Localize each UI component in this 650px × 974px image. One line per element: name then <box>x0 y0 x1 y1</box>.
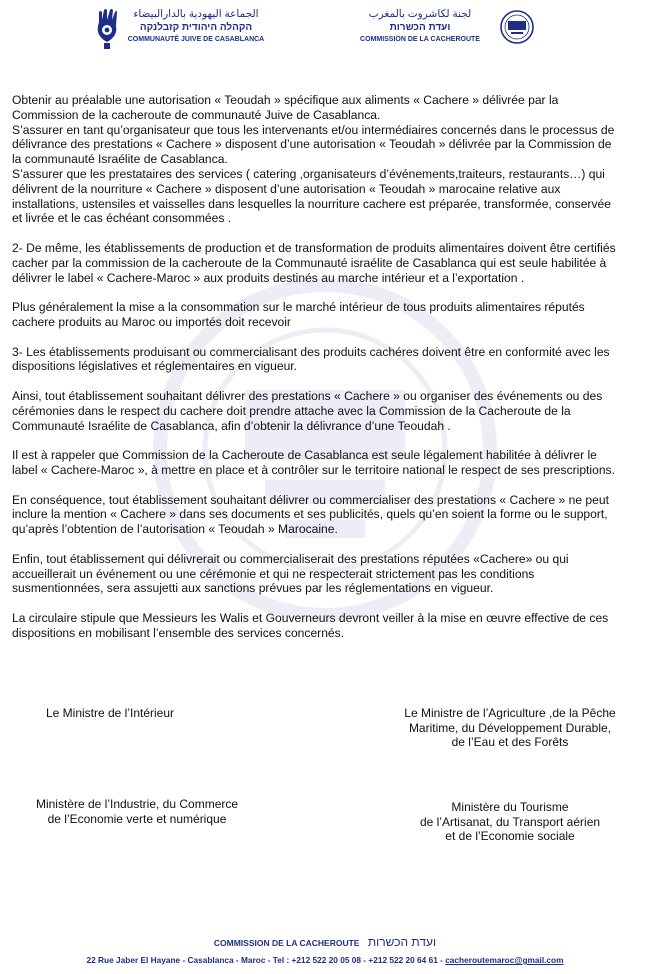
kosher-seal-icon <box>500 10 534 44</box>
paragraph-ainsi: Ainsi, tout établissement souhaitant délivrer des prestations « Cachere » ou organiser des événements ou des cérémonies dans le respect du cachere doit prendre attache avec la Commission de la Cacheroute de la Communauté Israélite de Casablanca, afin d’obtenir la délivrance d’une Teoudah . <box>12 388 603 433</box>
header-right-hebrew: ועדת הכשרות <box>389 22 451 33</box>
signature-industry: Ministère de l’Industrie, du Commerce de l’Economie verte et numérique <box>35 797 239 826</box>
footer-address <box>0 955 650 965</box>
paragraph-circulaire: La circulaire stipule que Messieurs les Walis et Gouverneurs devront veiller à la mise en œuvre effective de ces dispositions en mobilisant l’ensemble des services concernés. <box>12 610 609 640</box>
footer-address-text: 22 Rue Jaber El Hayane - Casablanca - Maroc - Tel : +212 522 20 05 08 - +212 522 20 64 61 - <box>86 955 446 965</box>
paragraph-rappel: Il est à rappeler que Commission de la Cacheroute de Casablanca est seule légalement habilitée à délivrer le label « Cachere-Maroc », à mettre en place et à contrôler sur le territoire national le respect de ses prescriptions. <box>12 448 615 477</box>
paragraph-2-certification: 2- De même, les établissements de production et de transformation de produits alimentaires doivent être certifiés cacher par la commission de la cacheroute de la Communauté israélite de Casablanca qui est seule habilitée à délivrer le label « Cachere-Maroc » aux produits destinés au marche intérieur et a l’exportation . <box>12 240 616 285</box>
footer-commission <box>0 935 650 949</box>
header-right-commission <box>345 8 495 46</box>
footer-email-link[interactable]: cacheroutemaroc@gmail.com <box>445 955 564 965</box>
header-left-arabic: الجماعة اليهودية بالدارالبيضاء <box>133 8 259 20</box>
paragraph-requirements: Obtenir au préalable une autorisation « Teoudah » spécifique aux aliments « Cachere » délivrée par la Commission de la cacheroute de communauté Juive de Casablanca. S’assurer en tant qu’organisateur que tous les intervenants et/ou intermédiaires concernés dans le processus de délivrance des prestations « Cachere » disposent d’une autorisation « Teoudah » délivrée par la Commission de la communauté Israélite de Casablanca. S’assurer que les prestataires des services ( catering ,organisateurs d’événements,traiteurs, restaurants…) qui délivrent de la nourriture « Cachere » disposent d’une autorisation « Teoudah » marocaine relative aux installations, ustensiles et vaisselles dans lesquelles la nourriture cachere est préparée, transformée, conservée et livrée et le cas échéant consommées . <box>12 93 615 226</box>
signature-tourism: Ministère du Tourisme de l’Artisanat, du Transport aérien et de l’Economie sociale <box>419 800 601 844</box>
header-right-arabic: لجنة لكاشروت بالمغرب <box>368 8 472 20</box>
paragraph-general: Plus généralement la mise a la consommation sur le marché intérieur de tous produits alimentaires réputés cachere produits au Maroc ou importés doit recevoir <box>12 300 585 329</box>
header-left-community <box>96 8 296 46</box>
header-left-hebrew: הקהלה היהודית קזבלנקה <box>139 22 253 33</box>
header-right-french: COMMISSION DE LA CACHEROUTE <box>360 36 480 43</box>
paragraph-3-compliance: 3- Les établissements produisant ou commercialisant des produits cachéres doivent être en conformité avec les dispositions législatives et réglementaires en vigueur. <box>12 344 610 374</box>
paragraph-consequence: En conséquence, tout établissement souhaitant délivrer ou commercialiser des prestations « Cachere » ne peut inclure la mention « Cachere » dans ses documents et ses publicités, quels qu’en soient la forme ou le support, qu’après l’obtention de l’autorisation « Teoudah » Marocaine. <box>12 492 609 537</box>
signature-interior: Le Ministre de l’Intérieur <box>45 706 175 720</box>
footer-hebrew: ועדת הכשרות <box>367 935 437 949</box>
signature-agriculture: Le Ministre de l’Agriculture ,de la Pêche Maritime, du Développement Durable, de l’Eau et des Forêts <box>404 706 616 750</box>
letterhead <box>0 0 650 60</box>
footer-commission-name: COMMISSION DE LA CACHEROUTE <box>213 938 360 948</box>
header-left-french: COMMUNAUTÉ JUIVE DE CASABLANCA <box>127 36 265 43</box>
paragraph-enfin: Enfin, tout établissement qui délivrerait ou commercialiserait des prestations réputées «Cachere» ou qui accueillerait un événement ou une cérémonie et qui ne respecterait strictement pas les conditions susmentionnées, sera assujetti aux sanctions prévues par les réglementations en vigueur. <box>12 551 569 596</box>
circular-body <box>12 93 624 655</box>
